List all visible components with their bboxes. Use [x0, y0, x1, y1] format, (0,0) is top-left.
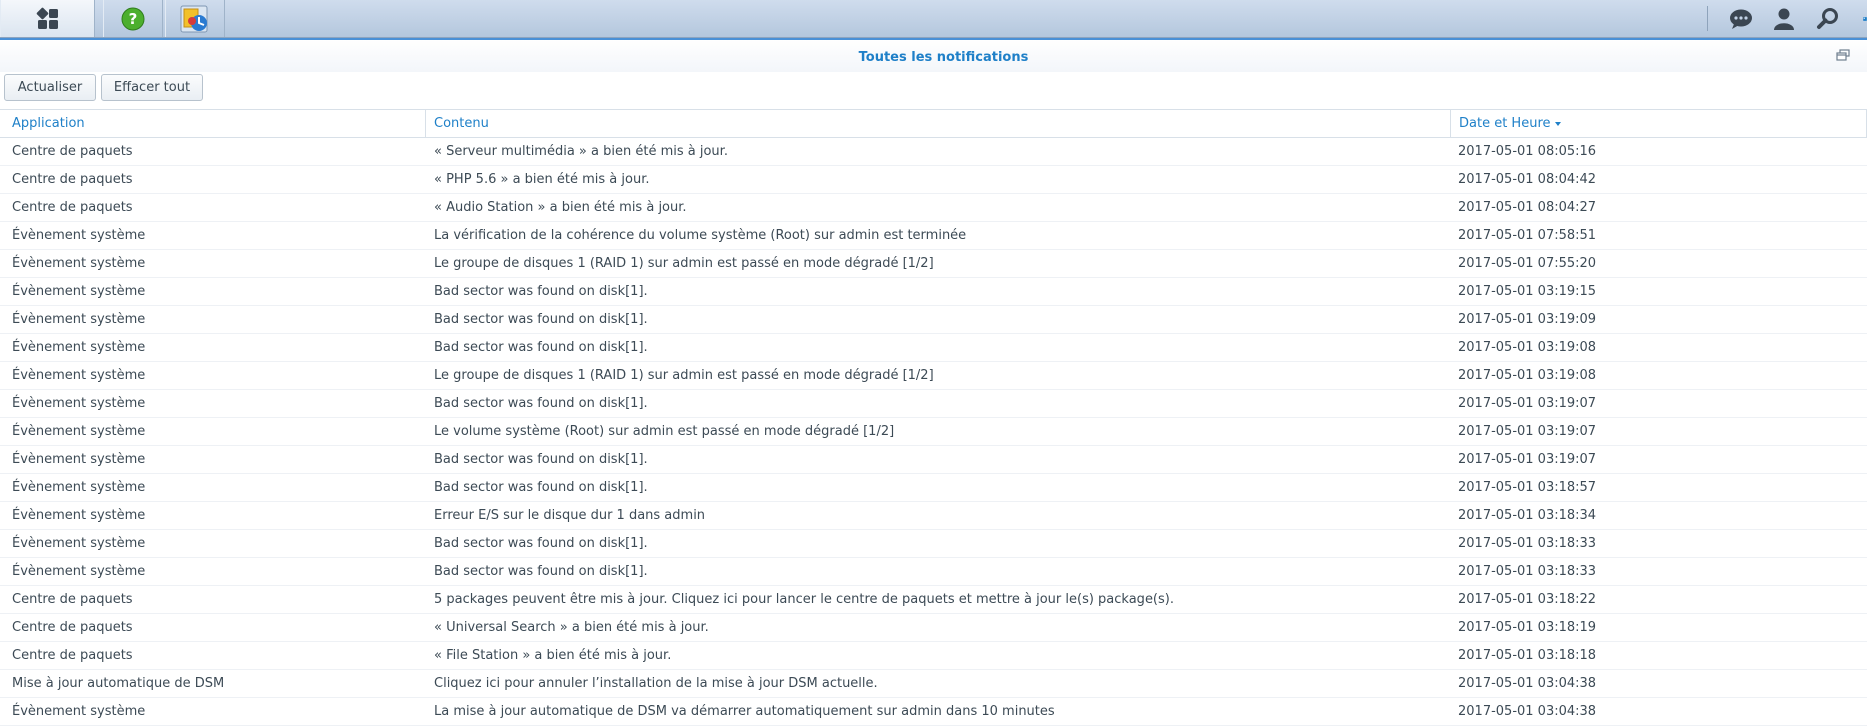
cell-date: 2017-05-01 03:19:15 — [1458, 284, 1597, 299]
cell-content: Bad sector was found on disk[1]. — [434, 452, 648, 467]
table-row[interactable] — [0, 670, 1867, 698]
cell-application: Centre de paquets — [12, 592, 133, 607]
table-row[interactable] — [0, 614, 1867, 642]
cell-date: 2017-05-01 03:19:07 — [1458, 452, 1597, 467]
table-row[interactable] — [0, 390, 1867, 418]
main-menu-button[interactable] — [0, 0, 95, 37]
table-body — [0, 138, 1867, 726]
cell-content: « PHP 5.6 » a bien été mis à jour. — [434, 172, 650, 187]
restore-window-icon[interactable] — [1836, 49, 1850, 61]
cell-application: Mise à jour automatique de DSM — [12, 676, 225, 691]
widgets-icon — [1863, 8, 1867, 30]
cell-content: La vérification de la cohérence du volume système (Root) sur admin est terminée — [434, 228, 967, 243]
window-title: Toutes les notifications — [858, 50, 1029, 65]
user-button[interactable] — [1768, 0, 1800, 37]
cell-date: 2017-05-01 08:05:16 — [1458, 144, 1597, 159]
cell-content: Bad sector was found on disk[1]. — [434, 536, 648, 551]
cell-date: 2017-05-01 03:04:38 — [1458, 704, 1597, 719]
clear-all-button[interactable]: Effacer tout — [101, 74, 203, 101]
cell-application: Évènement système — [12, 256, 146, 271]
notifications-table — [0, 109, 1867, 726]
column-header-application[interactable]: Application — [4, 110, 426, 138]
table-row[interactable] — [0, 642, 1867, 670]
cell-application: Évènement système — [12, 284, 146, 299]
cell-application: Centre de paquets — [12, 200, 133, 215]
cell-date: 2017-05-01 03:19:08 — [1458, 340, 1597, 355]
sort-descending-icon — [1555, 122, 1561, 126]
cell-content: Le groupe de disques 1 (RAID 1) sur admin est passé en mode dégradé [1/2] — [434, 368, 934, 383]
table-row[interactable] — [0, 698, 1867, 726]
column-header-content[interactable]: Contenu — [426, 110, 1451, 138]
cell-date: 2017-05-01 03:18:22 — [1458, 592, 1597, 607]
chat-icon — [1729, 8, 1753, 30]
column-header-date[interactable]: Date et Heure — [1451, 110, 1867, 138]
cell-content: Bad sector was found on disk[1]. — [434, 564, 648, 579]
user-icon — [1772, 7, 1796, 31]
cell-content: « Universal Search » a bien été mis à jour. — [434, 620, 709, 635]
cell-content: Bad sector was found on disk[1]. — [434, 312, 648, 327]
main-menu-icon — [36, 7, 60, 31]
cell-date: 2017-05-01 08:04:42 — [1458, 172, 1597, 187]
cell-content: « File Station » a bien été mis à jour. — [434, 648, 672, 663]
cell-application: Centre de paquets — [12, 172, 133, 187]
cell-content: La mise à jour automatique de DSM va démarrer automatiquement sur admin dans 10 minutes — [434, 704, 1055, 719]
table-row[interactable] — [0, 306, 1867, 334]
table-row[interactable] — [0, 278, 1867, 306]
cell-application: Évènement système — [12, 368, 146, 383]
cell-date: 2017-05-01 03:18:34 — [1458, 508, 1597, 523]
refresh-button[interactable]: Actualiser — [4, 74, 96, 101]
cell-date: 2017-05-01 03:19:07 — [1458, 396, 1597, 411]
cell-date: 2017-05-01 03:18:19 — [1458, 620, 1597, 635]
taskbar — [0, 0, 1867, 38]
cell-application: Évènement système — [12, 340, 146, 355]
widgets-button[interactable] — [1854, 0, 1867, 37]
cell-content: Le groupe de disques 1 (RAID 1) sur admin est passé en mode dégradé [1/2] — [434, 256, 934, 271]
cell-application: Évènement système — [12, 424, 146, 439]
cell-date: 2017-05-01 03:18:33 — [1458, 564, 1597, 579]
cell-date: 2017-05-01 03:19:09 — [1458, 312, 1597, 327]
cell-date: 2017-05-01 03:18:57 — [1458, 480, 1597, 495]
table-row[interactable] — [0, 474, 1867, 502]
cell-application: Centre de paquets — [12, 144, 133, 159]
cell-content: Bad sector was found on disk[1]. — [434, 480, 648, 495]
cell-application: Centre de paquets — [12, 620, 133, 635]
app-icon — [180, 4, 210, 34]
table-row[interactable] — [0, 362, 1867, 390]
cell-content: Bad sector was found on disk[1]. — [434, 284, 648, 299]
cell-application: Évènement système — [12, 508, 146, 523]
table-row[interactable] — [0, 222, 1867, 250]
cell-date: 2017-05-01 03:04:38 — [1458, 676, 1597, 691]
table-row[interactable] — [0, 194, 1867, 222]
cell-application: Évènement système — [12, 564, 146, 579]
table-row[interactable] — [0, 334, 1867, 362]
cell-date: 2017-05-01 07:58:51 — [1458, 228, 1597, 243]
table-row[interactable] — [0, 166, 1867, 194]
cell-application: Centre de paquets — [12, 648, 133, 663]
help-icon — [121, 7, 145, 31]
cell-content: Erreur E/S sur le disque dur 1 dans admin — [434, 508, 706, 523]
table-row[interactable] — [0, 418, 1867, 446]
chat-button[interactable] — [1725, 0, 1757, 37]
cell-date: 2017-05-01 08:04:27 — [1458, 200, 1597, 215]
table-row[interactable] — [0, 446, 1867, 474]
table-row[interactable] — [0, 250, 1867, 278]
table-row[interactable] — [0, 138, 1867, 166]
search-icon — [1816, 7, 1840, 31]
table-row[interactable] — [0, 558, 1867, 586]
cell-application: Évènement système — [12, 536, 146, 551]
cell-application: Évènement système — [12, 228, 146, 243]
table-row[interactable] — [0, 502, 1867, 530]
svg-text:?: ? — [128, 9, 138, 28]
table-header — [0, 109, 1867, 138]
cell-application: Évènement système — [12, 480, 146, 495]
cell-application: Évènement système — [12, 452, 146, 467]
cell-date: 2017-05-01 03:19:07 — [1458, 424, 1597, 439]
cell-date: 2017-05-01 03:18:18 — [1458, 648, 1597, 663]
window-header — [0, 38, 1867, 72]
cell-application: Évènement système — [12, 312, 146, 327]
cell-date: 2017-05-01 03:18:33 — [1458, 536, 1597, 551]
cell-content: « Audio Station » a bien été mis à jour. — [434, 200, 687, 215]
toolbar — [0, 72, 1867, 108]
cell-content: Le volume système (Root) sur admin est passé en mode dégradé [1/2] — [434, 424, 895, 439]
cell-application: Évènement système — [12, 704, 146, 719]
table-row[interactable] — [0, 530, 1867, 558]
help-button[interactable] — [103, 0, 163, 37]
cell-application: Évènement système — [12, 396, 146, 411]
cell-content: Bad sector was found on disk[1]. — [434, 396, 648, 411]
cell-date: 2017-05-01 03:19:08 — [1458, 368, 1597, 383]
app-button[interactable] — [165, 0, 225, 37]
search-button[interactable] — [1812, 0, 1844, 37]
cell-date: 2017-05-01 07:55:20 — [1458, 256, 1597, 271]
table-row[interactable] — [0, 586, 1867, 614]
cell-content: Bad sector was found on disk[1]. — [434, 340, 648, 355]
cell-content: Cliquez ici pour annuler l’installation de la mise à jour DSM actuelle. — [434, 676, 878, 691]
cell-content: « Serveur multimédia » a bien été mis à jour. — [434, 144, 728, 159]
cell-content: 5 packages peuvent être mis à jour. Cliquez ici pour lancer le centre de paquets et mettre à jour le(s) package(s). — [434, 592, 1174, 607]
